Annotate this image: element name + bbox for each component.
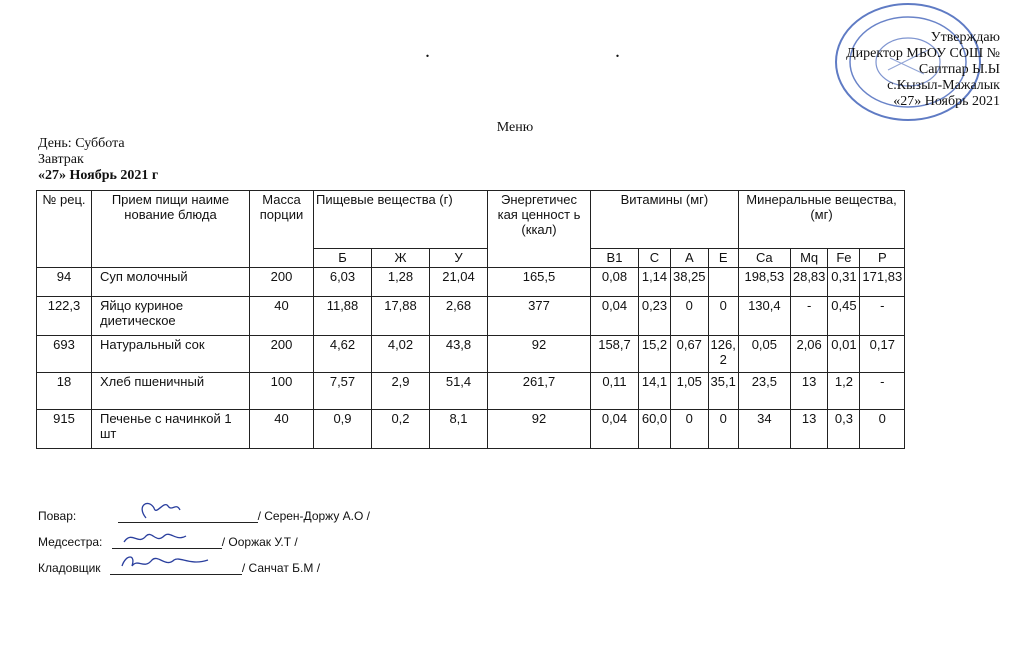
table-cell: 51,4	[430, 373, 488, 410]
date-label: «27» Ноябрь 2021 г	[38, 168, 159, 183]
signature-scribble	[118, 552, 218, 574]
table-row	[37, 373, 905, 410]
table-cell: 0	[708, 410, 738, 449]
dish-name-cell: Суп молочный	[92, 268, 250, 297]
table-cell: 0,67	[671, 336, 709, 373]
table-cell: 13	[790, 373, 828, 410]
table-cell: 14,1	[639, 373, 671, 410]
table-cell: 130,4	[738, 297, 790, 336]
table-cell: 18	[37, 373, 92, 410]
table-cell: 0	[671, 410, 709, 449]
table-cell: 13	[790, 410, 828, 449]
table-cell: 40	[250, 410, 314, 449]
table-cell: 198,53	[738, 268, 790, 297]
signature-role: Повар:	[38, 509, 77, 523]
header-name: Прием пищи наиме нование блюда	[92, 191, 250, 268]
table-cell: 60,0	[639, 410, 671, 449]
header-vitamins: Витамины (мг)	[591, 191, 739, 249]
subheader-b: Б	[314, 249, 372, 268]
table-cell: 200	[250, 336, 314, 373]
table-cell: -	[860, 373, 905, 410]
subheader-fe: Fe	[828, 249, 860, 268]
subheader-b1: В1	[591, 249, 639, 268]
signature-cook	[38, 508, 370, 523]
table-cell: 7,57	[314, 373, 372, 410]
table-row	[37, 336, 905, 373]
page-title: Меню	[496, 120, 534, 135]
signature-name: / Ооржак У.Т /	[221, 535, 298, 549]
table-cell: 92	[488, 410, 591, 449]
table-cell: 0,11	[591, 373, 639, 410]
day-label: День: Суббота	[38, 136, 125, 151]
header-minerals: Минеральные вещества, (мг)	[738, 191, 904, 249]
table-cell: 0,2	[372, 410, 430, 449]
table-cell: 28,83	[790, 268, 828, 297]
dish-name-cell: Натуральный сок	[92, 336, 250, 373]
table-cell: 35,1	[708, 373, 738, 410]
table-cell: 915	[37, 410, 92, 449]
table-cell: 0	[708, 297, 738, 336]
table-cell: 4,02	[372, 336, 430, 373]
approve-line: «27» Ноябрь 2021	[893, 94, 1000, 109]
table-cell: 0,9	[314, 410, 372, 449]
menu-table	[36, 190, 905, 449]
signature-nurse	[38, 534, 298, 549]
table-cell: 0,45	[828, 297, 860, 336]
approve-line: Директор МБОУ СОШ №	[846, 46, 1000, 61]
table-cell: 40	[250, 297, 314, 336]
table-cell: 158,7	[591, 336, 639, 373]
subheader-a: А	[671, 249, 709, 268]
dish-name-cell: Печенье с начинкой 1 шт	[92, 410, 250, 449]
table-row	[37, 297, 905, 336]
signature-line	[110, 560, 242, 575]
table-cell: 2,9	[372, 373, 430, 410]
menu-meta	[38, 136, 158, 184]
table-cell: 261,7	[488, 373, 591, 410]
table-cell: 171,83	[860, 268, 905, 297]
table-cell: 0,04	[591, 297, 639, 336]
table-cell: 4,62	[314, 336, 372, 373]
approval-block	[790, 30, 1000, 110]
signature-name: / Санчат Б.М /	[241, 561, 321, 575]
table-cell: 0,31	[828, 268, 860, 297]
table-cell: 0	[860, 410, 905, 449]
table-cell: 0,17	[860, 336, 905, 373]
approve-line: Саптпар Ы.Ы	[918, 62, 1000, 77]
table-cell: 11,88	[314, 297, 372, 336]
header-nutrients: Пищевые вещества (г)	[314, 191, 488, 249]
signature-role: Кладовщик	[38, 561, 101, 575]
table-cell: 200	[250, 268, 314, 297]
table-cell: 0,08	[591, 268, 639, 297]
table-cell: 43,8	[430, 336, 488, 373]
approve-line: с.Кызыл-Мажалык	[887, 78, 1000, 93]
header-mass: Масса порции	[250, 191, 314, 268]
table-cell: 0,23	[639, 297, 671, 336]
table-cell: 100	[250, 373, 314, 410]
signature-role: Медсестра:	[38, 535, 103, 549]
signature-scribble	[120, 528, 200, 548]
signature-storekeeper	[38, 560, 320, 575]
table-row	[37, 268, 905, 297]
table-cell: 377	[488, 297, 591, 336]
table-cell: 693	[37, 336, 92, 373]
table-cell: -	[860, 297, 905, 336]
table-cell: 1,05	[671, 373, 709, 410]
table-cell: 92	[488, 336, 591, 373]
table-cell: -	[790, 297, 828, 336]
table-cell	[708, 268, 738, 297]
meal-label: Завтрак	[38, 152, 84, 167]
table-cell: 0,05	[738, 336, 790, 373]
signature-name: / Серен-Доржу А.О /	[257, 509, 371, 523]
table-row	[37, 410, 905, 449]
table-cell: 0	[671, 297, 709, 336]
table-cell: 23,5	[738, 373, 790, 410]
header-rec: № рец.	[37, 191, 92, 268]
approve-line: Утверждаю	[930, 30, 1000, 45]
table-cell: 34	[738, 410, 790, 449]
signature-line	[118, 508, 258, 523]
table-cell: 1,14	[639, 268, 671, 297]
table-cell: 94	[37, 268, 92, 297]
subheader-c: С	[639, 249, 671, 268]
table-cell: 15,2	[639, 336, 671, 373]
header-energy: Энергетичес кая ценност ь (ккал)	[488, 191, 591, 268]
table-cell: 165,5	[488, 268, 591, 297]
table-cell: 122,3	[37, 297, 92, 336]
table-cell: 2,68	[430, 297, 488, 336]
table-cell: 1,2	[828, 373, 860, 410]
table-cell: 0,3	[828, 410, 860, 449]
dish-name-cell: Хлеб пшеничный	[92, 373, 250, 410]
table-cell: 38,25	[671, 268, 709, 297]
table-cell: 6,03	[314, 268, 372, 297]
stray-marks: . .	[425, 40, 710, 62]
subheader-zh: Ж	[372, 249, 430, 268]
dish-name-cell: Яйцо куриное диетическое	[92, 297, 250, 336]
table-cell: 2,06	[790, 336, 828, 373]
table-cell: 0,04	[591, 410, 639, 449]
subheader-e: Е	[708, 249, 738, 268]
table-cell: 17,88	[372, 297, 430, 336]
signature-scribble	[126, 496, 186, 522]
subheader-mq: Mq	[790, 249, 828, 268]
subheader-u: У	[430, 249, 488, 268]
subheader-p: P	[860, 249, 905, 268]
table-cell: 8,1	[430, 410, 488, 449]
signature-line	[112, 534, 222, 549]
table-cell: 0,01	[828, 336, 860, 373]
table-cell: 21,04	[430, 268, 488, 297]
subheader-ca: Ca	[738, 249, 790, 268]
table-cell: 126, 2	[708, 336, 738, 373]
table-cell: 1,28	[372, 268, 430, 297]
